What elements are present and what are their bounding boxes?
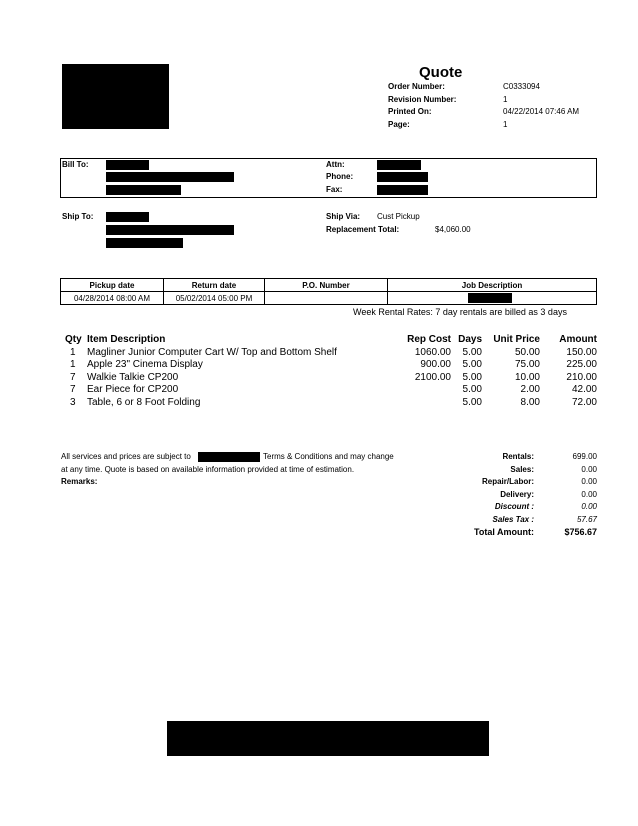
schedule-data-row — [61, 292, 597, 305]
order-number-label: Order Number: — [388, 82, 445, 91]
redacted-ship-name — [106, 212, 149, 222]
order-number-value: C0333094 — [503, 82, 540, 91]
delivery-label: Delivery: — [500, 490, 534, 499]
page-title: Quote — [419, 64, 463, 81]
table-row — [0, 372, 638, 384]
description-header: Item Description — [87, 334, 166, 345]
redacted-footer — [167, 721, 489, 756]
redacted-ship-address-1 — [106, 225, 234, 235]
job-description-value — [388, 292, 597, 305]
redacted-ship-address-2 — [106, 238, 183, 248]
repair-labor-value: 0.00 — [581, 477, 597, 486]
pickup-date-header: Pickup date — [61, 279, 164, 292]
item-days: 5.00 — [462, 384, 482, 395]
item-description: Ear Piece for CP200 — [87, 384, 179, 395]
discount-value: 0.00 — [581, 502, 597, 511]
items-header-row — [0, 334, 638, 346]
qty-header: Qty — [65, 334, 82, 345]
repair-labor-label: Repair/Labor: — [481, 477, 534, 486]
po-number-header: P.O. Number — [265, 279, 388, 292]
item-qty: 7 — [70, 372, 76, 383]
item-days: 5.00 — [462, 347, 482, 358]
printed-on-value: 04/22/2014 07:46 AM — [503, 107, 580, 116]
rentals-value: 699.00 — [572, 452, 597, 461]
item-description: Walkie Talkie CP200 — [87, 372, 179, 383]
rep-cost-header: Rep Cost — [407, 334, 451, 345]
table-row — [0, 359, 638, 371]
redacted-logo — [62, 64, 169, 129]
amount-header: Amount — [559, 334, 597, 345]
replacement-total-label: Replacement Total: — [326, 225, 400, 234]
schedule-table — [60, 278, 597, 305]
item-amount: 42.00 — [571, 384, 597, 395]
fax-label: Fax: — [326, 185, 343, 194]
sales-label: Sales: — [510, 465, 534, 474]
sales-value: 0.00 — [581, 465, 597, 474]
page-value: 1 — [503, 120, 508, 129]
redacted-bill-name — [106, 160, 149, 170]
redacted-fax — [377, 185, 428, 195]
delivery-value: 0.00 — [581, 490, 597, 499]
item-qty: 3 — [70, 397, 76, 408]
redacted-bill-address-2 — [106, 185, 181, 195]
redacted-attn — [377, 160, 421, 170]
phone-label: Phone: — [326, 172, 354, 181]
unit-price-header: Unit Price — [493, 334, 540, 345]
redacted-company-name — [198, 452, 260, 462]
item-amount: 72.00 — [571, 397, 597, 408]
return-date-value: 05/02/2014 05:00 PM — [164, 292, 265, 305]
rental-note: Week Rental Rates: 7 day rentals are billed as 3 days — [353, 307, 567, 317]
ship-via-label: Ship Via: — [326, 212, 361, 221]
item-qty: 1 — [70, 359, 76, 370]
pickup-date-value: 04/28/2014 08:00 AM — [61, 292, 164, 305]
sales-tax-value: 57.67 — [576, 515, 597, 524]
item-unit-price: 10.00 — [514, 372, 540, 383]
item-qty: 1 — [70, 347, 76, 358]
ship-to-label: Ship To: — [62, 212, 94, 221]
printed-on-label: Printed On: — [388, 107, 432, 116]
redacted-phone — [377, 172, 428, 182]
table-row — [0, 384, 638, 396]
item-rep-cost: 900.00 — [420, 359, 451, 370]
item-rep-cost: 2100.00 — [414, 372, 451, 383]
redacted-job-description — [468, 293, 512, 303]
bill-to-label: Bill To: — [62, 160, 89, 169]
item-amount: 225.00 — [566, 359, 597, 370]
schedule-header-row — [61, 279, 597, 292]
table-row — [0, 397, 638, 409]
item-description: Magliner Junior Computer Cart W/ Top and Bottom Shelf — [87, 347, 337, 358]
ship-via-value: Cust Pickup — [377, 212, 420, 221]
job-description-header: Job Description — [388, 279, 597, 292]
item-unit-price: 50.00 — [514, 347, 540, 358]
remarks-label: Remarks: — [61, 477, 98, 486]
item-qty: 7 — [70, 384, 76, 395]
terms-line-1b: Terms & Conditions and may change — [263, 452, 394, 461]
total-amount-value: $756.67 — [564, 527, 597, 537]
attn-label: Attn: — [326, 160, 345, 169]
item-unit-price: 8.00 — [520, 397, 540, 408]
terms-line-1a: All services and prices are subject to — [61, 452, 191, 461]
replacement-total-value: $4,060.00 — [435, 225, 471, 234]
redacted-bill-address-1 — [106, 172, 234, 182]
item-amount: 150.00 — [566, 347, 597, 358]
return-date-header: Return date — [164, 279, 265, 292]
item-description: Table, 6 or 8 Foot Folding — [87, 397, 201, 408]
sales-tax-label: Sales Tax : — [492, 515, 534, 524]
page-label: Page: — [388, 120, 410, 129]
table-row — [0, 347, 638, 359]
item-unit-price: 75.00 — [514, 359, 540, 370]
item-rep-cost: 1060.00 — [414, 347, 451, 358]
item-days: 5.00 — [462, 359, 482, 370]
days-header: Days — [458, 334, 482, 345]
total-amount-label: Total Amount: — [474, 527, 534, 537]
terms-line-2: at any time. Quote is based on available information provided at time of estimation. — [61, 465, 355, 474]
item-description: Apple 23" Cinema Display — [87, 359, 203, 370]
revision-number-value: 1 — [503, 95, 508, 104]
rentals-label: Rentals: — [502, 452, 534, 461]
revision-number-label: Revision Number: — [388, 95, 457, 104]
item-days: 5.00 — [462, 372, 482, 383]
item-amount: 210.00 — [566, 372, 597, 383]
po-number-value — [265, 292, 388, 305]
item-days: 5.00 — [462, 397, 482, 408]
discount-label: Discount : — [494, 502, 534, 511]
item-unit-price: 2.00 — [520, 384, 540, 395]
